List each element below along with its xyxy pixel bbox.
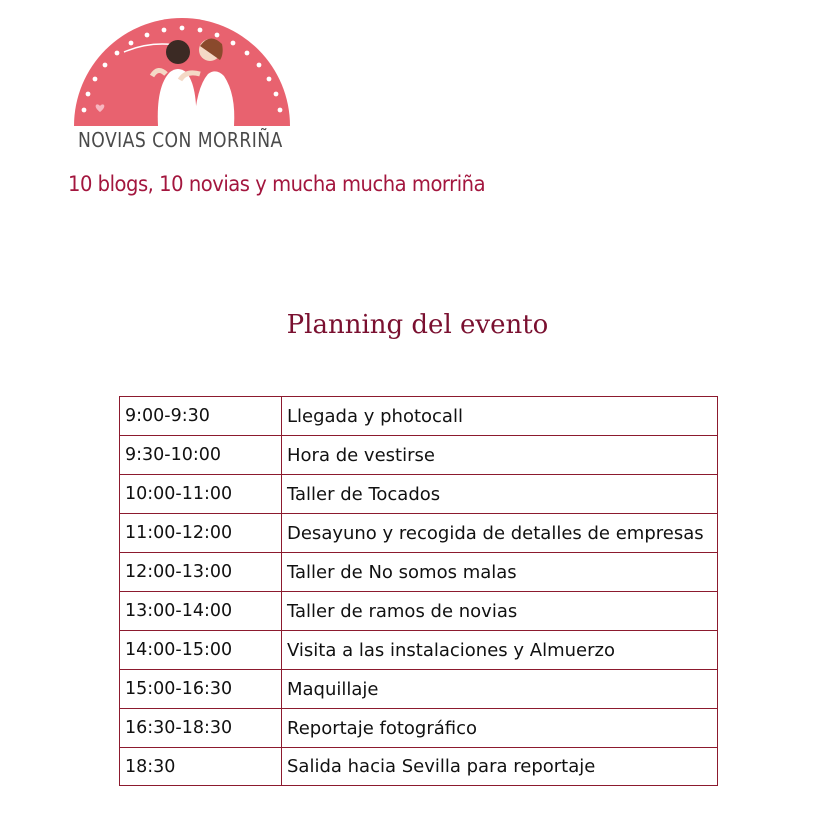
page-title: Planning del evento: [286, 310, 549, 340]
tagline: 10 blogs, 10 novias y mucha mucha morriña: [68, 172, 486, 196]
activity-cell: Visita a las instalaciones y Almuerzo: [282, 631, 718, 670]
time-cell: 12:00-13:00: [120, 553, 282, 592]
table-row: [120, 592, 718, 631]
activity-cell: Reportaje fotográfico: [282, 709, 718, 748]
table-row: [120, 670, 718, 709]
table-row: [120, 709, 718, 748]
schedule-table: [119, 396, 718, 786]
table-row: [120, 514, 718, 553]
table-row: [120, 475, 718, 514]
time-cell: 9:00-9:30: [120, 397, 282, 436]
activity-cell: Taller de Tocados: [282, 475, 718, 514]
time-cell: 16:30-18:30: [120, 709, 282, 748]
time-cell: 15:00-16:30: [120, 670, 282, 709]
time-cell: 10:00-11:00: [120, 475, 282, 514]
time-cell: 18:30: [120, 748, 282, 786]
time-cell: 9:30-10:00: [120, 436, 282, 475]
logo-wordmark: NOVIAS CON MORRIÑA: [78, 128, 283, 152]
brand-logo: [74, 10, 290, 155]
activity-cell: Taller de ramos de novias: [282, 592, 718, 631]
activity-cell: Desayuno y recogida de detalles de empresas: [282, 514, 718, 553]
activity-cell: Llegada y photocall: [282, 397, 718, 436]
activity-cell: Taller de No somos malas: [282, 553, 718, 592]
activity-cell: Hora de vestirse: [282, 436, 718, 475]
time-cell: 11:00-12:00: [120, 514, 282, 553]
brides-illustration: [74, 10, 290, 130]
activity-cell: Maquillaje: [282, 670, 718, 709]
activity-cell: Salida hacia Sevilla para reportaje: [282, 748, 718, 786]
time-cell: 14:00-15:00: [120, 631, 282, 670]
time-cell: 13:00-14:00: [120, 592, 282, 631]
table-row: [120, 748, 718, 786]
table-row: [120, 397, 718, 436]
table-row: [120, 436, 718, 475]
table-row: [120, 553, 718, 592]
table-row: [120, 631, 718, 670]
